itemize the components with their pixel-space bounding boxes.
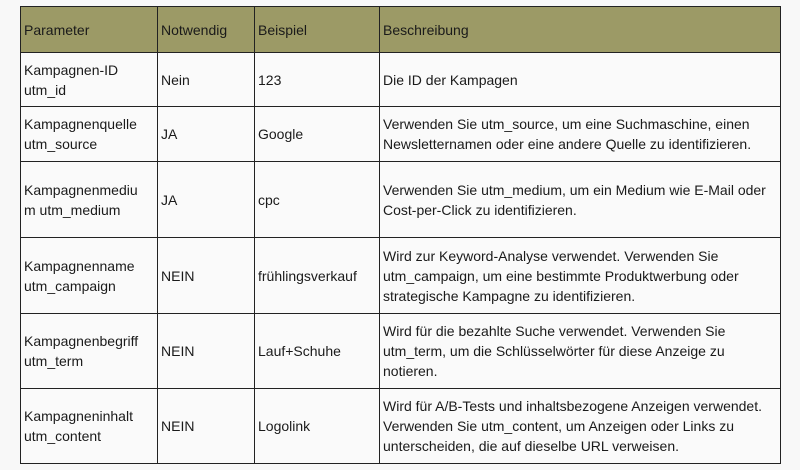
cell-example: Logolink <box>255 389 380 464</box>
table-header-row <box>21 7 781 53</box>
cell-parameter: Kampagneninhalt utm_content <box>21 389 158 464</box>
table-row <box>21 389 781 464</box>
table-row <box>21 314 781 389</box>
header-example: Beispiel <box>255 7 380 53</box>
cell-description: Verwenden Sie utm_source, um eine Suchmaschine, einen Newsletternamen oder eine andere Quelle zu identifizieren. <box>380 107 781 162</box>
cell-parameter: Kampagnen-ID utm_id <box>21 53 158 107</box>
utm-parameters-table <box>20 6 781 464</box>
table-row <box>21 53 781 107</box>
cell-example: Google <box>255 107 380 162</box>
header-description: Beschreibung <box>380 7 781 53</box>
table-row <box>21 162 781 238</box>
cell-required: NEIN <box>158 238 255 314</box>
cell-example: cpc <box>255 162 380 238</box>
cell-parameter: Kampagnenmediu m utm_medium <box>21 162 158 238</box>
cell-parameter: Kampagnenbegriff utm_term <box>21 314 158 389</box>
header-parameter: Parameter <box>21 7 158 53</box>
cell-required: Nein <box>158 53 255 107</box>
table-row <box>21 107 781 162</box>
cell-required: NEIN <box>158 389 255 464</box>
table-row <box>21 238 781 314</box>
cell-description: Wird für A/B-Tests und inhaltsbezogene Anzeigen verwendet. Verwenden Sie utm_content, um Anzeigen oder Links zu unterscheiden, die auf dieselbe URL verweisen. <box>380 389 781 464</box>
cell-parameter: Kampagnenname utm_campaign <box>21 238 158 314</box>
cell-parameter: Kampagnenquelle utm_source <box>21 107 158 162</box>
cell-example: 123 <box>255 53 380 107</box>
cell-description: Wird zur Keyword-Analyse verwendet. Verwenden Sie utm_campaign, um eine bestimmte Produktwerbung oder strategische Kampagne zu identifizieren. <box>380 238 781 314</box>
cell-example: frühlingsverkauf <box>255 238 380 314</box>
cell-description: Wird für die bezahlte Suche verwendet. Verwenden Sie utm_term, um die Schlüsselwörter für diese Anzeige zu notieren. <box>380 314 781 389</box>
cell-description: Verwenden Sie utm_medium, um ein Medium wie E-Mail oder Cost-per-Click zu identifizieren. <box>380 162 781 238</box>
cell-description: Die ID der Kampagen <box>380 53 781 107</box>
cell-required: JA <box>158 107 255 162</box>
header-required: Notwendig <box>158 7 255 53</box>
cell-example: Lauf+Schuhe <box>255 314 380 389</box>
cell-required: NEIN <box>158 314 255 389</box>
cell-required: JA <box>158 162 255 238</box>
